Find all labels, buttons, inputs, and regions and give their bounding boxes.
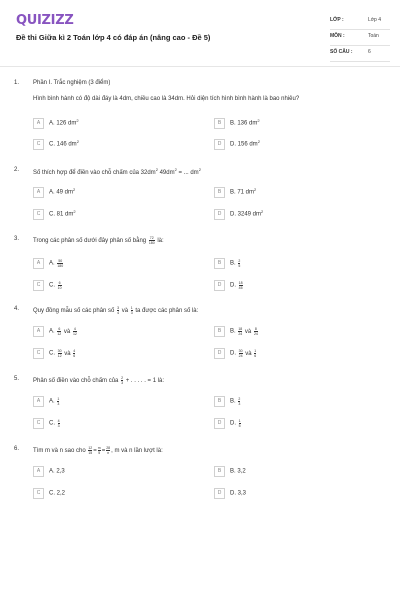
denominator: 5 [238, 264, 241, 268]
question-number: 5. [14, 376, 20, 382]
option-text: C. 2,2 [49, 490, 66, 497]
numerator: 3 [117, 306, 120, 310]
denominator: 4 [117, 311, 120, 315]
fraction [98, 446, 101, 455]
option-b[interactable] [214, 326, 259, 337]
fraction [238, 327, 242, 336]
denominator: 12 [57, 332, 62, 336]
question-number: 4. [14, 306, 20, 312]
numerator: 30 [238, 349, 243, 353]
superscript: 2 [76, 139, 79, 145]
option-text: C. 146 dm [49, 141, 77, 148]
option-letter-box: A [33, 118, 44, 129]
option-text: D. 3,3 [230, 490, 247, 497]
numerator: 4 [73, 349, 76, 353]
info-label: LỚP : [330, 17, 344, 23]
denominator: 24 [238, 354, 243, 358]
quizizz-logo: QUIZIZZ [16, 13, 74, 28]
option-text: và [64, 351, 71, 358]
option-letter-box: D [214, 488, 225, 499]
option-b[interactable] [214, 118, 260, 129]
numerator: 18 [238, 327, 243, 331]
numerator: 72 [149, 236, 154, 240]
numerator: 6 [58, 327, 61, 331]
info-row-class [330, 14, 390, 30]
option-letter-box: D [214, 348, 225, 359]
question-text-part: = [93, 448, 97, 455]
fraction [238, 397, 240, 406]
page-title: Đề thi Giữa kì 2 Toán lớp 4 có đáp án (nâng cao - Đề 5) [16, 33, 211, 42]
option-text: D. [230, 350, 236, 357]
option-letter-box: C [33, 280, 44, 291]
numerator: 6 [58, 281, 61, 285]
option-c[interactable] [33, 209, 76, 220]
option-text: A. 126 dm [49, 120, 77, 127]
numerator: 1 [57, 397, 60, 401]
numerator: 2 [121, 376, 124, 380]
superscript: 2 [261, 209, 264, 215]
info-row-subject [330, 30, 390, 46]
option-letter-box: A [33, 187, 44, 198]
header-divider [0, 66, 400, 67]
fraction [57, 327, 61, 336]
denominator: 180 [57, 264, 64, 268]
question-text [33, 306, 198, 315]
fraction [57, 259, 63, 268]
fraction [88, 446, 92, 455]
denominator: 3 [57, 424, 60, 428]
fraction [254, 327, 258, 336]
info-row-count [330, 46, 390, 62]
option-text: D. 156 dm [230, 141, 258, 148]
denominator: 3 [238, 402, 241, 406]
numerator: m [97, 446, 101, 450]
option-c[interactable] [33, 348, 76, 359]
numerator: 30 [57, 349, 62, 353]
superscript: 2 [198, 167, 201, 172]
option-b[interactable] [214, 258, 241, 269]
option-letter-box: A [33, 258, 44, 269]
option-c[interactable] [33, 488, 65, 499]
question-subtext: Hình bình hành có độ dài đáy là 4dm, chiều cao là 34dm. Hỏi diện tích hình bình hành là bao nhiêu? [33, 96, 300, 102]
option-d[interactable] [214, 209, 263, 220]
numerator: 18 [238, 281, 243, 285]
option-a[interactable] [33, 258, 64, 269]
option-text: A. [49, 398, 55, 405]
superscript: 2 [257, 118, 260, 124]
option-a[interactable] [33, 118, 79, 129]
question-text-part: ta được các phân số là: [135, 308, 199, 315]
option-text: C. 81 dm [49, 211, 74, 218]
denominator: 12 [57, 354, 62, 358]
option-c[interactable] [33, 139, 79, 150]
fraction [254, 349, 256, 358]
numerator: 2 [238, 397, 241, 401]
question-number: 1. [14, 80, 20, 86]
question-text-part: + . . . . . = 1 là: [125, 378, 165, 385]
fraction [239, 281, 243, 290]
denominator: 24 [238, 332, 243, 336]
denominator: 6 [254, 354, 257, 358]
denominator: 3 [130, 311, 133, 315]
fraction [131, 306, 133, 315]
option-letter-box: C [33, 418, 44, 429]
denominator: 6 [73, 354, 76, 358]
option-d[interactable] [214, 418, 242, 429]
info-label: SỐ CÂU : [330, 49, 353, 55]
fraction [121, 376, 123, 385]
denominator: 12 [72, 332, 77, 336]
option-text: C. [49, 282, 55, 289]
option-letter-box: D [214, 209, 225, 220]
option-letter-box: B [214, 396, 225, 407]
question-text-part: Trong các phân số dưới đây phân số bằng [33, 238, 147, 245]
option-letter-box: D [214, 418, 225, 429]
question-text-part: và [121, 308, 129, 315]
question-number: 2. [14, 167, 20, 173]
question-text: Phần I. Trắc nghiệm (3 điểm) [33, 80, 111, 86]
option-c[interactable] [33, 418, 61, 429]
option-letter-box: B [214, 466, 225, 477]
numerator: 50 [58, 259, 63, 263]
denominator: 3 [121, 381, 124, 385]
option-b[interactable] [214, 396, 241, 407]
fraction [238, 259, 240, 268]
option-letter-box: C [33, 209, 44, 220]
superscript: 2 [254, 187, 257, 193]
option-a[interactable] [33, 187, 75, 198]
denominator: 45 [238, 286, 243, 290]
fraction [117, 306, 119, 315]
option-letter-box: A [33, 326, 44, 337]
option-text: và [245, 351, 252, 358]
option-letter-box: D [214, 280, 225, 291]
option-letter-box: B [214, 187, 225, 198]
denominator: 15 [88, 451, 93, 455]
option-text: C. [49, 350, 55, 357]
option-letter-box: C [33, 348, 44, 359]
fraction [106, 446, 110, 455]
fraction [73, 349, 75, 358]
fraction [239, 419, 241, 428]
info-label: MÔN : [330, 33, 345, 39]
option-letter-box: B [214, 258, 225, 269]
numerator: 1 [238, 419, 241, 423]
denominator: n [107, 451, 110, 455]
question-text-part: Số thích hợp để điền vào chỗ chấm của 32dm [33, 170, 156, 176]
option-text: B. [230, 398, 236, 405]
fraction [58, 281, 62, 290]
option-text: và [63, 329, 71, 336]
option-text: và [244, 329, 252, 336]
option-text: B. [230, 328, 236, 335]
info-value: Lớp 4 [368, 17, 382, 23]
superscript: 2 [174, 167, 177, 172]
option-text: B. 71 dm [230, 189, 255, 196]
option-letter-box: C [33, 139, 44, 150]
option-letter-box: D [214, 139, 225, 150]
numerator: 2 [238, 259, 241, 263]
fraction [73, 327, 77, 336]
question-text-part: , m và n lần lượt là: [111, 448, 163, 455]
option-a[interactable] [33, 396, 60, 407]
option-text: A. 49 dm [49, 189, 74, 196]
denominator: 10 [57, 286, 62, 290]
numerator: 28 [106, 446, 111, 450]
option-text: A. [49, 260, 55, 267]
question-text-part: = [101, 448, 106, 455]
question-text-part: là: [157, 238, 164, 245]
option-text: C. [49, 420, 55, 427]
numerator: 4 [57, 419, 60, 423]
question-text-part: Tìm m và n sao cho [33, 448, 86, 455]
superscript: 2 [155, 167, 158, 172]
info-value: Toán [368, 33, 379, 39]
option-letter-box: A [33, 466, 44, 477]
fraction [239, 349, 243, 358]
denominator: 5 [98, 451, 101, 455]
denominator: 3 [57, 402, 60, 406]
question-text [33, 167, 201, 176]
question-number: 6. [14, 446, 20, 452]
fraction [57, 397, 59, 406]
option-text: A. 2,3 [49, 468, 65, 475]
fraction [58, 349, 62, 358]
option-b[interactable] [214, 187, 256, 198]
denominator: 5 [238, 424, 241, 428]
info-value: 6 [368, 49, 371, 55]
question-text [33, 376, 164, 385]
option-letter-box: B [214, 326, 225, 337]
option-text: D. 3249 dm [230, 211, 262, 218]
option-letter-box: B [214, 118, 225, 129]
superscript: 2 [76, 118, 79, 124]
superscript: 2 [73, 187, 76, 193]
option-text: B. 3,2 [230, 468, 246, 475]
question-text-part: Quy đồng mẫu số các phân số [33, 308, 115, 315]
option-d[interactable] [214, 280, 244, 291]
option-text: D. [230, 282, 236, 289]
option-letter-box: A [33, 396, 44, 407]
question-text-part: 49dm [157, 170, 175, 176]
superscript: 2 [257, 139, 260, 145]
numerator: 8 [254, 327, 257, 331]
question-text [33, 236, 164, 245]
option-b[interactable] [214, 466, 246, 477]
option-d[interactable] [214, 348, 257, 359]
option-text: B. [230, 260, 236, 267]
fraction [149, 236, 155, 245]
option-letter-box: C [33, 488, 44, 499]
superscript: 2 [73, 209, 76, 215]
denominator: 180 [148, 241, 155, 245]
numerator: 1 [130, 306, 133, 310]
option-text: B. 136 dm [230, 120, 258, 127]
denominator: 24 [253, 332, 258, 336]
option-d[interactable] [214, 139, 260, 150]
option-text: A. [49, 328, 55, 335]
question-number: 3. [14, 236, 20, 242]
numerator: 1 [254, 349, 257, 353]
question-text [33, 446, 163, 455]
info-table [330, 14, 390, 62]
option-d[interactable] [214, 488, 246, 499]
question-text-part: Phân số điền vào chỗ chấm của [33, 378, 119, 385]
numerator: 4 [73, 327, 76, 331]
fraction [58, 419, 60, 428]
option-a[interactable] [33, 326, 78, 337]
option-c[interactable] [33, 280, 63, 291]
option-text: D. [230, 420, 236, 427]
option-a[interactable] [33, 466, 65, 477]
question-text-part: = ... dm [176, 170, 199, 176]
numerator: 12 [88, 446, 93, 450]
